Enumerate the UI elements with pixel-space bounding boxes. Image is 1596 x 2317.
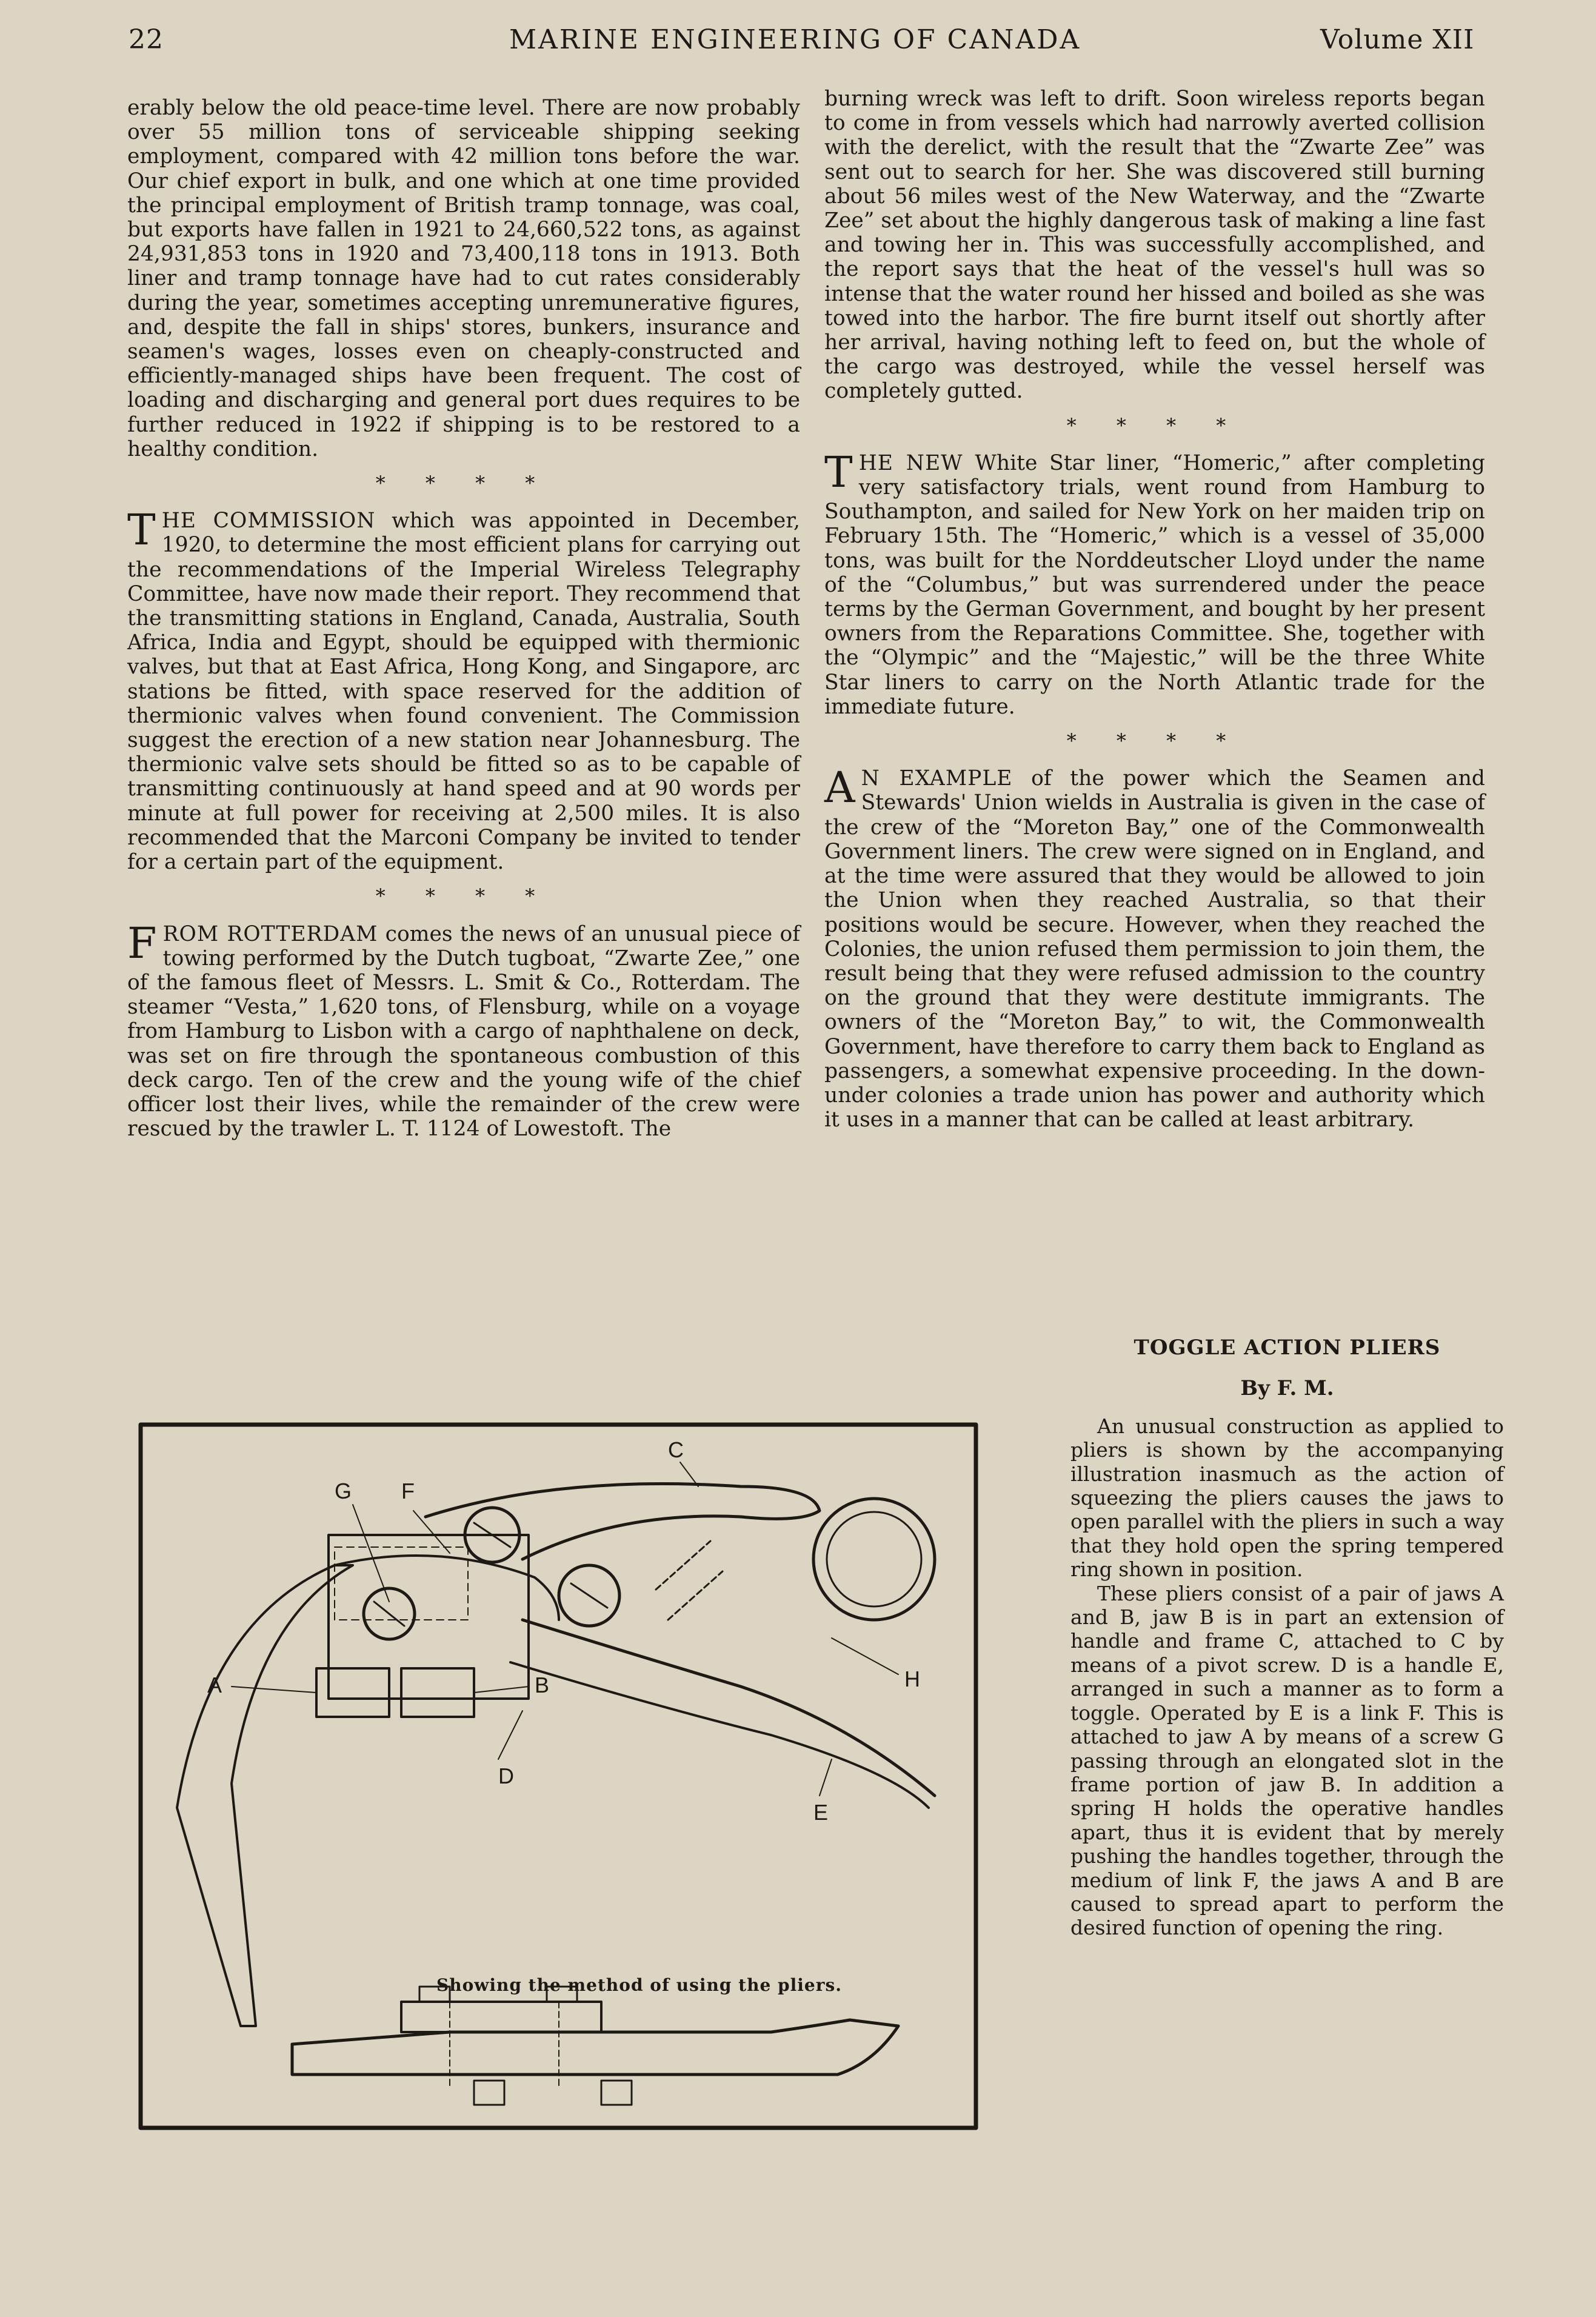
lead-in: HE NEW: [858, 450, 963, 475]
article-paragraph: An unusual construction as applied to pliers is shown by the accompanying illustration inasmuch as the action of squeezing the pliers causes the jaws to open parallel with the pliers in such a way that they hold open the spring tempered ring shown in position.: [1070, 1414, 1504, 1582]
spring-h-loop: [813, 1499, 935, 1620]
volume-label: Volume XII: [1320, 24, 1475, 55]
lead-in: N EXAMPLE: [861, 766, 1013, 791]
paragraph-body: which was appointed in December, 1920, to determine the most efficient plans for carrying out the recommendations of the Imperial Wireless Telegraphy Committee, have now made their report. They recommend that the transmitting stations in England, Canada, Australia, South Africa, India and Egypt, should be equipped with thermionic valves, but that at East Africa, Hong Kong, and Singapore, arc stations be fitted, with space reserved for the addition of thermionic valves when found convenient. The Commission suggest the erection of a new station near Johannesburg. The thermionic valve sets should be fitted so as to be capable of transmitting continuously at hand speed and at 90 words per minute at full power for receiving at 2,500 miles. It is also recommended that the Marconi Company be invited to tender for a certain part of the equipment.: [127, 509, 801, 875]
label-b: B: [535, 1673, 550, 1697]
right-column: [824, 87, 1485, 1132]
side-view-body: [292, 2020, 898, 2075]
spring-ring-arc: [335, 1556, 559, 1620]
link-f: [656, 1541, 723, 1620]
article-paragraph: [127, 505, 801, 875]
page-number: 22: [129, 24, 164, 55]
jaw-b: [401, 1668, 474, 1717]
sidebar-byline: By F. M.: [1240, 1376, 1334, 1401]
label-c: C: [668, 1437, 684, 1462]
article-paragraph: [127, 918, 800, 1142]
article-paragraph: [824, 763, 1485, 1132]
paragraph-body: comes the news of an unusual piece of towing performed by the Dutch tugboat, “Zwarte Zee,” one of the famous fleet of Messrs. L. Smit & Co., Rotterdam. The steamer “Vesta,” 1,620 tons, of Flensburg, while on a voyage from Hamburg to Lisbon with a cargo of naphthalene on deck, was set on fire through the spontaneous combustion of this deck cargo. Ten of the crew and the young wife of the chief officer lost their lives, while the remainder of the crew were rescued by the trawler L. T. 1124 of Lowestoft. The: [127, 921, 800, 1142]
label-d: D: [498, 1764, 514, 1788]
sidebar-article: [1070, 1336, 1504, 1940]
paragraph-body: of the power which the Seamen and Stewards' Union wields in Australia is given in the case of the crew of the “Moreton Bay,” one of the Commonwealth Government liners. The crew were signed on in England, and at the time were assured that they would be allowed to join the Union when they reached Australia, so that their positions would be secure. However, when they reached the Colonies, the union refused them permission to join them, the result being that they were refused admission to the country on the ground that they were destitute immigrants. The owners of the “Moreton Bay,” to wit, the Commonwealth Government, have therefore to carry them back to England as passengers, a somewhat expensive proceeding. In the down-under colonies a trade union has power and authority which it uses in a manner that can be called at least arbitrary.: [824, 766, 1485, 1132]
paragraph-body: White Star liner, “Homeric,” after completing very satisfactory trials, went round from Hamburg to Southampton, and sailed for New York on her maiden trip on February 15th. The “Homeric,” which is a vessel of 35,000 tons, was built for the Norddeutscher Lloyd under the name of the “Columbus,” but was surrendered under the peace terms by the German Government, and bought by her present owners from the Reparations Committee. She, together with the “Olympic” and the “Majestic,” will be the three White Star liners to carry on the North Atlantic trade for the immediate future.: [824, 450, 1485, 719]
article-paragraph: These pliers consist of a pair of jaws A and B, jaw B is in part an extension of handle and frame C, attached to C by means of a pivot screw. D is a handle E, arranged in such a manner as to form a toggle. Operated by E is a link F. This is attached to jaw A by means of a screw G passing through an elongated slot in the frame portion of jaw B. In addition a spring H holds the operative handles apart, thus it is evident that by merely pushing the handles together, through the medium of link F, the jaws A and B are caused to spread apart to perform the desired function of opening the ring.: [1070, 1581, 1504, 1940]
side-view-jaws: [401, 2002, 601, 2032]
handle-e: [523, 1620, 935, 1796]
section-separator: * * * *: [1066, 413, 1243, 437]
handle-c: [426, 1484, 820, 1559]
sidebar-title: TOGGLE ACTION PLIERS: [1134, 1336, 1441, 1360]
spring-ring: [177, 1565, 353, 2026]
drop-cap: F: [127, 918, 157, 968]
drop-cap: T: [127, 505, 156, 555]
label-f: F: [401, 1479, 415, 1503]
lead-in: ROM ROTTERDAM: [162, 921, 378, 946]
publication-title: MARINE ENGINEERING OF CANADA: [509, 24, 1081, 55]
section-separator: * * * *: [375, 472, 552, 495]
handle-e-lower: [510, 1662, 929, 1808]
drop-cap: T: [824, 447, 853, 497]
spring-h-inner: [827, 1512, 921, 1607]
drop-cap: A: [824, 763, 855, 813]
label-g: G: [335, 1479, 352, 1503]
label-e: E: [813, 1800, 829, 1825]
article-paragraph: burning wreck was left to drift. Soon wireless reports began to come in from vessels which had narrowly averted collision with the derelict, with the result that the “Zwarte Zee” was sent out to search for her. She was discovered still burning about 56 miles west of the New Waterway, and the “Zwarte Zee” set about the highly dangerous task of making a line fast and towing her in. This was successfully accomplished, and the report says that the heat of the vessel's hull was so intense that the water round her hissed and boiled as she was towed into the harbor. The fire burnt itself out shortly after her arrival, having nothing left to feed on, but the whole of the cargo was destroyed, while the vessel herself was completely gutted.: [824, 87, 1486, 404]
pliers-illustration: [135, 1244, 983, 2317]
label-h: H: [904, 1667, 920, 1691]
label-a: A: [207, 1673, 222, 1697]
left-column: [127, 96, 800, 1141]
section-separator: * * * *: [1066, 729, 1243, 753]
figure-caption: Showing the method of using the pliers.: [436, 1975, 842, 1995]
section-separator: * * * *: [375, 884, 552, 908]
article-paragraph: [824, 447, 1485, 719]
article-paragraph: erably below the old peace-time level. There are now probably over 55 million tons of serviceable shipping seeking employment, compared with 42 million tons before the war. Our chief export in bulk, and one which at one time provided the principal employment of British tramp tonnage, was coal, but exports have fallen in 1921 to 24,660,522 tons, as against 24,931,853 tons in 1920 and 73,400,118 tons in 1913. Both liner and tramp tonnage have had to cut rates considerably during the year, sometimes accepting unremunerative figures, and, despite the fall in ships' stores, bunkers, insurance and seamen's wages, losses even on cheaply-constructed and efficiently-managed ships have been frequent. The cost of loading and discharging and general port dues requires to be further reduced in 1922 if shipping is to be restored to a healthy condition.: [127, 96, 800, 461]
lead-in: HE COMMISSION: [161, 509, 376, 533]
illustration-drawing: [135, 1244, 983, 2311]
